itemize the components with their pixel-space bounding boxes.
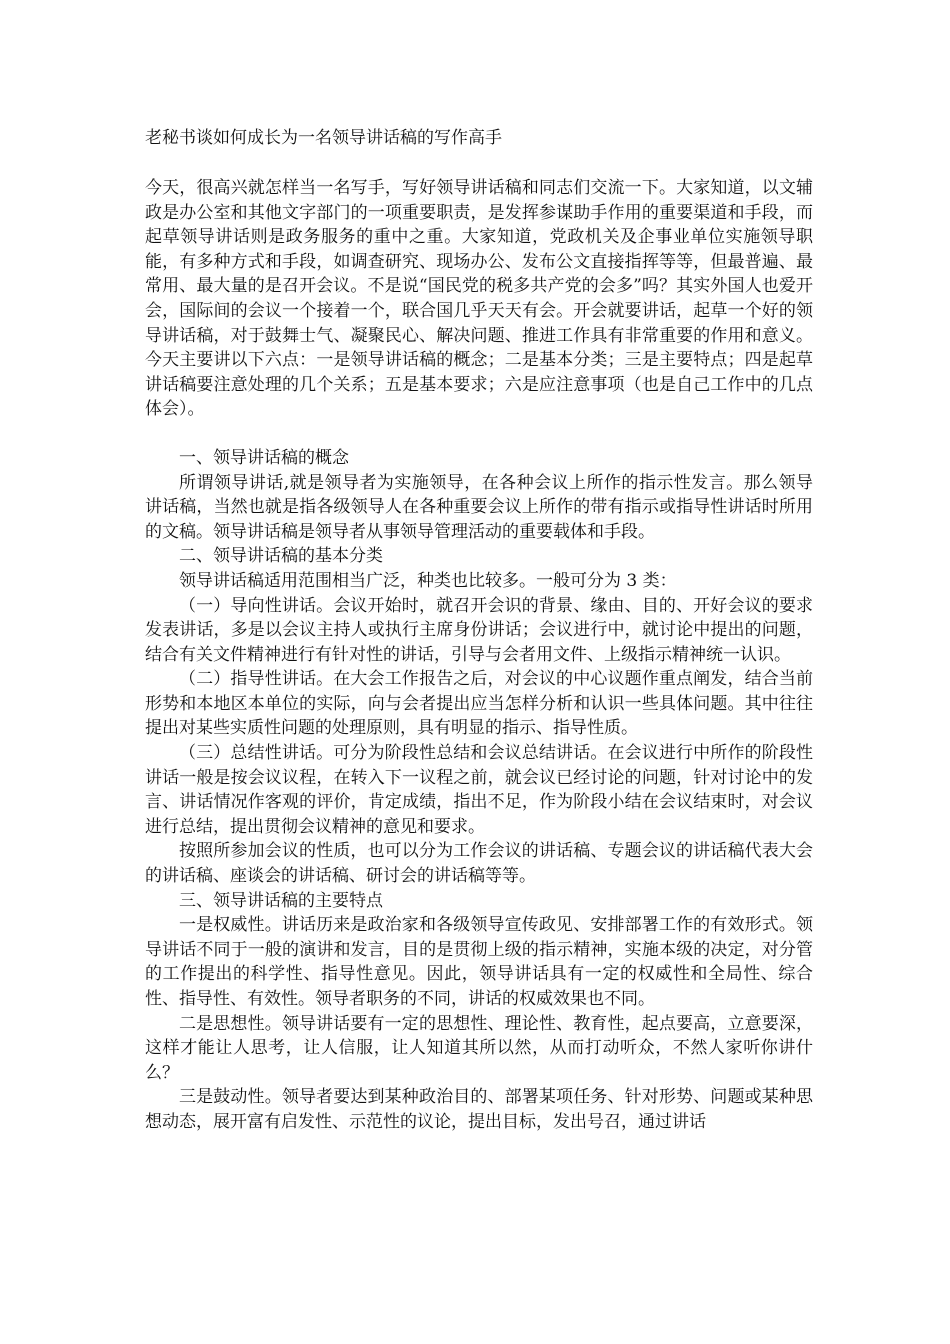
paragraph-meeting-types: 按照所参加会议的性质，也可以分为工作会议的讲话稿、专题会议的讲话稿代表大会的讲话稿、座谈会的讲话稿、研讨会的讲话稿等等。 [145, 841, 813, 887]
paragraph-classification-intro: 领导讲话稿适用范围相当广泛，种类也比较多。一般可分为 3 类： [179, 570, 677, 591]
paragraph-guiding-speech: （一）导向性讲话。会议开始时，就召开会识的背景、缘由、目的、开好会议的要求发表讲话，多是以会议主持人或执行主席身份讲话；会议进行中，就讨论中提出的问题，结合有关文件精神进行有针对性的讲话，引导与会者用文件、上级指示精神统一认识。 [145, 595, 813, 665]
paragraph-summary-speech: （三）总结性讲话。可分为阶段性总结和会议总结讲话。在会议进行中所作的阶段性讲话一般是按会议议程，在转入下一议程之前，就会议已经讨论的问题，针对讨论中的发言、讲话情况作客观的评价，肯定成绩，指出不足，作为阶段小结在会议结束时，对会议进行总结，提出贯彻会议精神的意见和要求。 [145, 743, 813, 837]
section-heading-features: 三、领导讲话稿的主要特点 [179, 890, 383, 911]
paragraph-inspiration: 三是鼓动性。领导者要达到某种政治目的、部署某项任务、针对形势、问题或某种思想动态，展开富有启发性、示范性的议论，提出目标，发出号召，通过讲话 [145, 1087, 813, 1132]
paragraph-instructive-speech: （二）指导性讲话。在大会工作报告之后，对会议的中心议题作重点阐发，结合当前形势和本地区本单位的实际，向与会者提出应当怎样分析和认识一些具体问题。其中往往提出对某些实质性问题的处理原则，具有明显的指示、指导性质。 [145, 669, 813, 739]
section-heading-classification: 二、领导讲话稿的基本分类 [179, 546, 383, 567]
paragraph-authority: 一是权威性。讲话历来是政治家和各级领导宣传政见、安排部署工作的有效形式。领导讲话不同于一般的演讲和发言，目的是贯彻上级的指示精神，实施本级的决定，对分管的工作提出的科学性、指导性意见。因此，领导讲话具有一定的权威性和全局性、综合性、指导性、有效性。领导者职务的不同，讲话的权威效果也不同。 [145, 915, 813, 1009]
document-body [145, 176, 813, 1135]
paragraph-concept: 所谓领导讲话,就是领导者为实施领导，在各种会议上所作的指示性发言。那么领导讲话稿，当然也就是指各级领导人在各种重要会议上所作的带有指示或指导性讲话时所用的文稿。领导讲话稿是领导者从事领导管理活动的重要载体和手段。 [145, 472, 813, 542]
intro-paragraph: 今天，很高兴就怎样当一名写手，写好领导讲话稿和同志们交流一下。大家知道，以文辅政是办公室和其他文字部门的一项重要职责，是发挥参谋助手作用的重要渠道和手段，而起草领导讲话则是政务服务的重中之重。大家知道，党政机关及企事业单位实施领导职能，有多种方式和手段，如调查研究、现场办公、发布公文直接指挥等等，但最普遍、最常用、最大量的是召开会议。不是说“国民党的税多共产党的会多”吗？其实外国人也爱开会，国际间的会议一个接着一个，联合国几乎天天有会。开会就要讲话，起草一个好的领导讲话稿，对于鼓舞士气、凝聚民心、解决问题、推进工作具有非常重要的作用和意义。今天主要讲以下六点：一是领导讲话稿的概念；二是基本分类；三是主要特点；四是起草讲话稿要注意处理的几个关系；五是基本要求；六是应注意事项（也是自己工作中的几点体会）。 [145, 178, 813, 420]
document-title: 老秘书谈如何成长为一名领导讲话稿的写作高手 [145, 128, 502, 148]
section-heading-concept: 一、领导讲话稿的概念 [179, 447, 349, 468]
paragraph-ideology: 二是思想性。领导讲话要有一定的思想性、理论性、教育性，起点要高，立意要深，这样才能让人思考，让人信服，让人知道其所以然，从而打动听众，不然人家听你讲什么？ [145, 1013, 813, 1083]
